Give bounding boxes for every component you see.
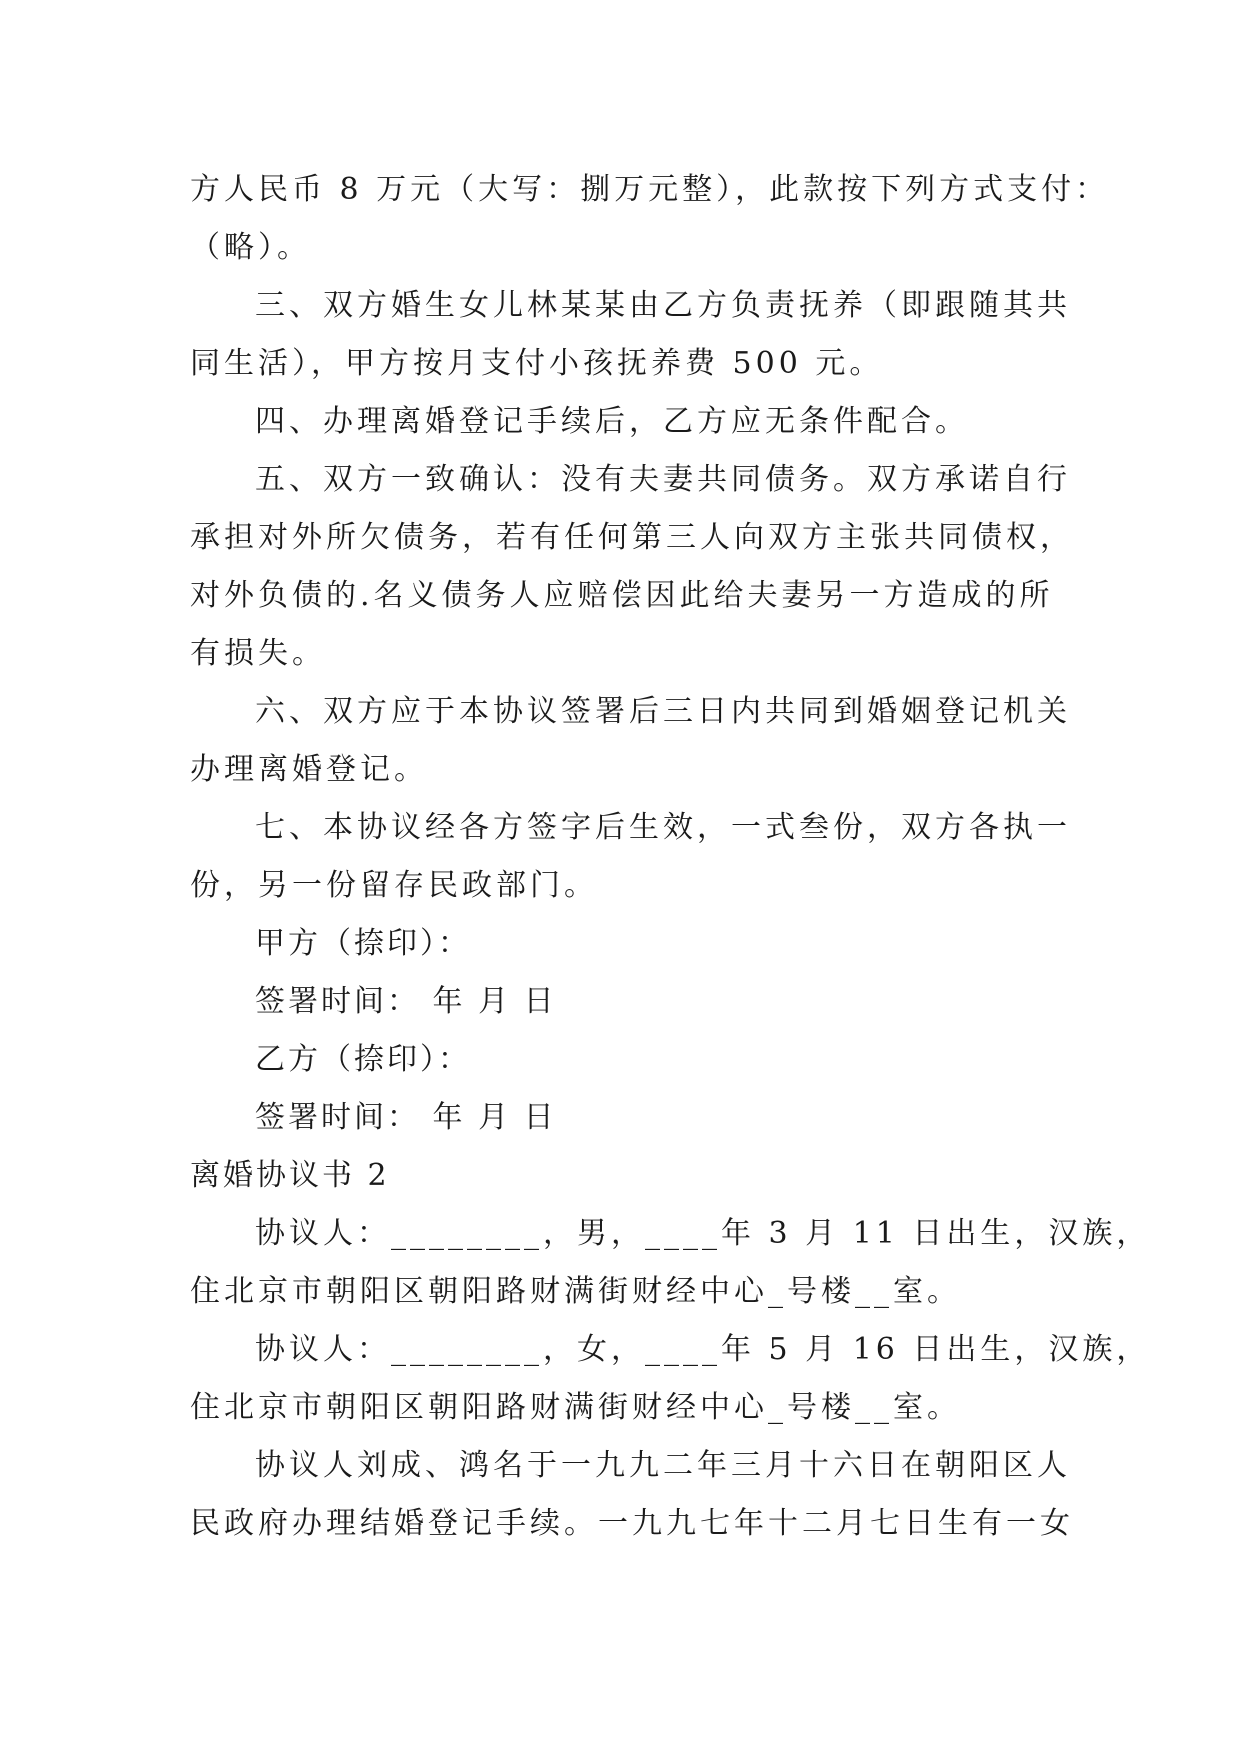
party-a-signature: 甲方（捺印）：: [255, 926, 471, 961]
party-b-sign-date: 签署时间： 年 月 日: [255, 1100, 557, 1135]
paragraph-line: 方人民币 8 万元（大写：捌万元整），此款按下列方式支付：: [190, 172, 1110, 207]
paragraph-line: 承担对外所欠债务，若有任何第三人向双方主张共同债权，: [190, 520, 1074, 555]
paragraph-line: （略）。: [190, 230, 311, 265]
paragraph-line: 对外负债的.名义债务人应赔偿因此给夫妻另一方造成的所: [190, 578, 1054, 613]
paragraph-line: 住北京市朝阳区朝阳路财满街财经中心_号楼__室。: [190, 1274, 961, 1309]
paragraph-line: 有损失。: [190, 636, 326, 671]
paragraph-line: 民政府办理结婚登记手续。一九九七年十二月七日生有一女: [190, 1506, 1074, 1541]
clause-four: 四、办理离婚登记手续后，乙方应无条件配合。: [255, 404, 969, 439]
paragraph-line: 同生活），甲方按月支付小孩抚养费 500 元。: [190, 346, 884, 381]
paragraph-line: 办理离婚登记。: [190, 752, 428, 787]
paragraph-line: 住北京市朝阳区朝阳路财满街财经中心_号楼__室。: [190, 1390, 961, 1425]
party-one-info: 协议人：________，男，____年 3 月 11 日出生，汉族，: [255, 1216, 1151, 1251]
party-b-signature: 乙方（捺印）：: [255, 1042, 471, 1077]
clause-three: 三、双方婚生女儿林某某由乙方负责抚养（即跟随其共: [255, 288, 1071, 323]
paragraph-line: 份，另一份留存民政部门。: [190, 868, 598, 903]
clause-six: 六、双方应于本协议签署后三日内共同到婚姻登记机关: [255, 694, 1071, 729]
document-heading: 离婚协议书 2: [190, 1158, 390, 1193]
marriage-info: 协议人刘成、鸿名于一九九二年三月十六日在朝阳区人: [255, 1448, 1071, 1483]
party-two-info: 协议人：________，女，____年 5 月 16 日出生，汉族，: [255, 1332, 1151, 1367]
clause-five: 五、双方一致确认：没有夫妻共同债务。双方承诺自行: [255, 462, 1071, 497]
clause-seven: 七、本协议经各方签字后生效，一式叁份，双方各执一: [255, 810, 1071, 845]
party-a-sign-date: 签署时间： 年 月 日: [255, 984, 557, 1019]
